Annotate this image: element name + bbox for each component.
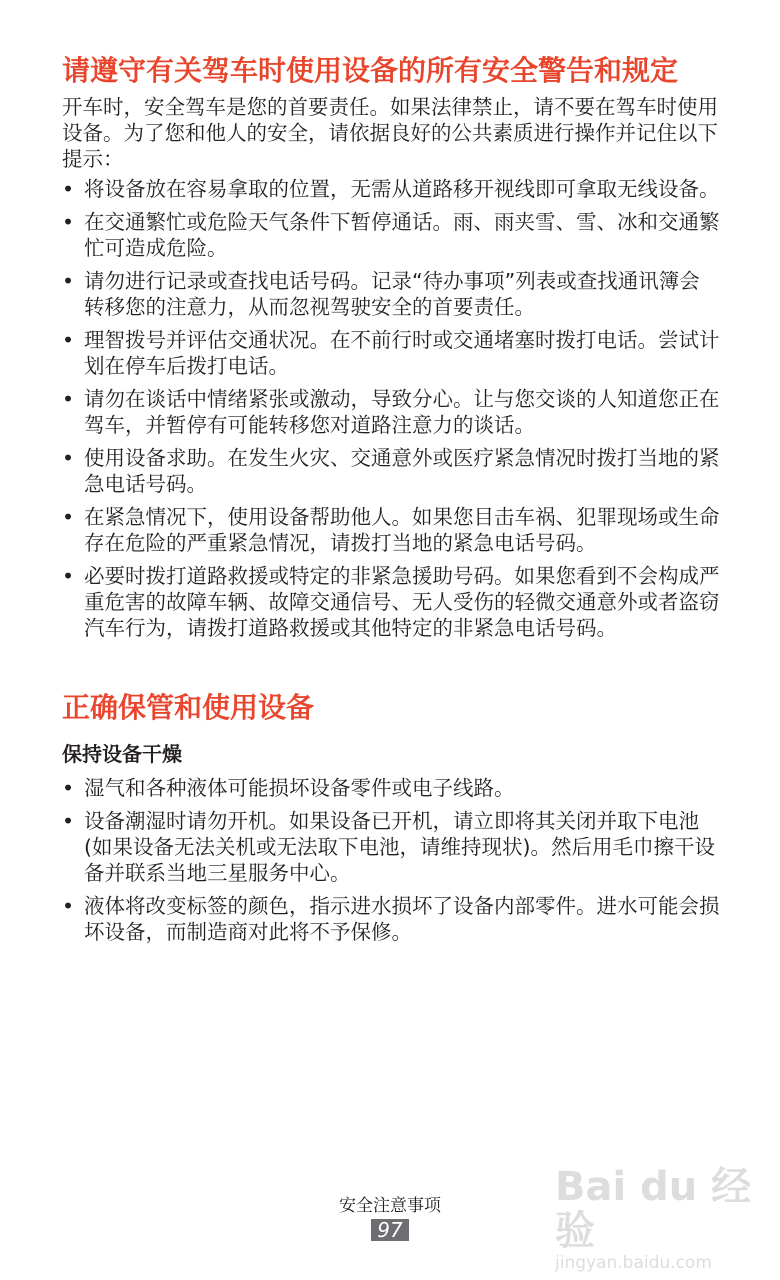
bullet-icon: • <box>62 177 75 201</box>
list-item <box>62 504 720 556</box>
list-item <box>62 563 720 641</box>
page-number: 97 <box>371 1219 408 1241</box>
keep-dry-list <box>62 775 720 945</box>
bullet-icon: • <box>62 269 75 293</box>
list-item-text: 设备潮湿时请勿开机。如果设备已开机，请立即将其关闭并取下电池 (如果设备无法关机或无法取下电池，请维持现状)。然后用毛巾擦干设备并联系当地三星服务中心。 <box>84 809 715 885</box>
list-item <box>62 808 720 886</box>
list-item-text: 请勿在谈话中情绪紧张或激动，导致分心。让与您交谈的人知道您正在驾车，并暂停有可能转移您对道路注意力的谈话。 <box>84 387 720 437</box>
bullet-icon: • <box>62 564 75 588</box>
bullet-icon: • <box>62 328 75 352</box>
list-item-text: 在交通繁忙或危险天气条件下暂停通话。雨、雨夹雪、雪、冰和交通繁忙可造成危险。 <box>84 210 720 260</box>
baidu-watermark-logo <box>555 1165 780 1273</box>
list-item <box>62 386 720 438</box>
footer-section-name: 安全注意事项 <box>339 1196 441 1216</box>
list-item <box>62 176 720 202</box>
bullet-icon: • <box>62 387 75 411</box>
list-item-text: 液体将改变标签的颜色，指示进水损坏了设备内部零件。进水可能会损坏设备，而制造商对此将不予保修。 <box>84 894 720 944</box>
bullet-icon: • <box>62 505 75 529</box>
list-item-text: 在紧急情况下，使用设备帮助他人。如果您目击车祸、犯罪现场或生命存在危险的严重紧急情况，请拨打当地的紧急电话号码。 <box>84 505 720 555</box>
bullet-icon: • <box>62 809 75 833</box>
list-item-text: 将设备放在容易拿取的位置，无需从道路移开视线即可拿取无线设备。 <box>84 177 720 201</box>
list-item-text: 必要时拨打道路救援或特定的非紧急援助号码。如果您看到不会构成严重危害的故障车辆、故障交通信号、无人受伤的轻微交通意外或者盗窃汽车行为，请拨打道路救援或其他特定的非紧急电话号码。 <box>84 564 720 640</box>
page-content <box>62 54 720 952</box>
watermark-url: jingyan.baidu.com <box>555 1253 712 1273</box>
bullet-icon: • <box>62 210 75 234</box>
bullet-icon: • <box>62 446 75 470</box>
list-item-text: 理智拨号并评估交通状况。在不前行时或交通堵塞时拨打电话。尝试计划在停车后拨打电话。 <box>84 328 720 378</box>
section-title-device-care: 正确保管和使用设备 <box>62 691 315 724</box>
section-title-driving-safety: 请遵守有关驾车时使用设备的所有安全警告和规定 <box>62 54 679 87</box>
subsection-title-keep-dry: 保持设备干燥 <box>62 742 182 766</box>
list-item <box>62 327 720 379</box>
driving-tips-list <box>62 176 720 641</box>
list-item-text: 请勿进行记录或查找电话号码。记录“待办事项”列表或查找通讯簿会转移您的注意力，从而忽视驾驶安全的首要责任。 <box>84 269 700 319</box>
list-item <box>62 893 720 945</box>
list-item <box>62 209 720 261</box>
list-item-text: 湿气和各种液体可能损坏设备零件或电子线路。 <box>84 776 515 800</box>
list-item <box>62 268 720 320</box>
bullet-icon: • <box>62 776 75 800</box>
list-item-text: 使用设备求助。在发生火灾、交通意外或医疗紧急情况时拨打当地的紧急电话号码。 <box>84 446 720 496</box>
watermark-brand: Bai du 经验 <box>555 1164 752 1254</box>
intro-paragraph: 开车时，安全驾车是您的首要责任。如果法律禁止，请不要在驾车时使用设备。为了您和他人的安全，请依据良好的公共素质进行操作并记住以下提示： <box>62 95 718 171</box>
list-item <box>62 775 720 801</box>
list-item <box>62 445 720 497</box>
bullet-icon: • <box>62 894 75 918</box>
